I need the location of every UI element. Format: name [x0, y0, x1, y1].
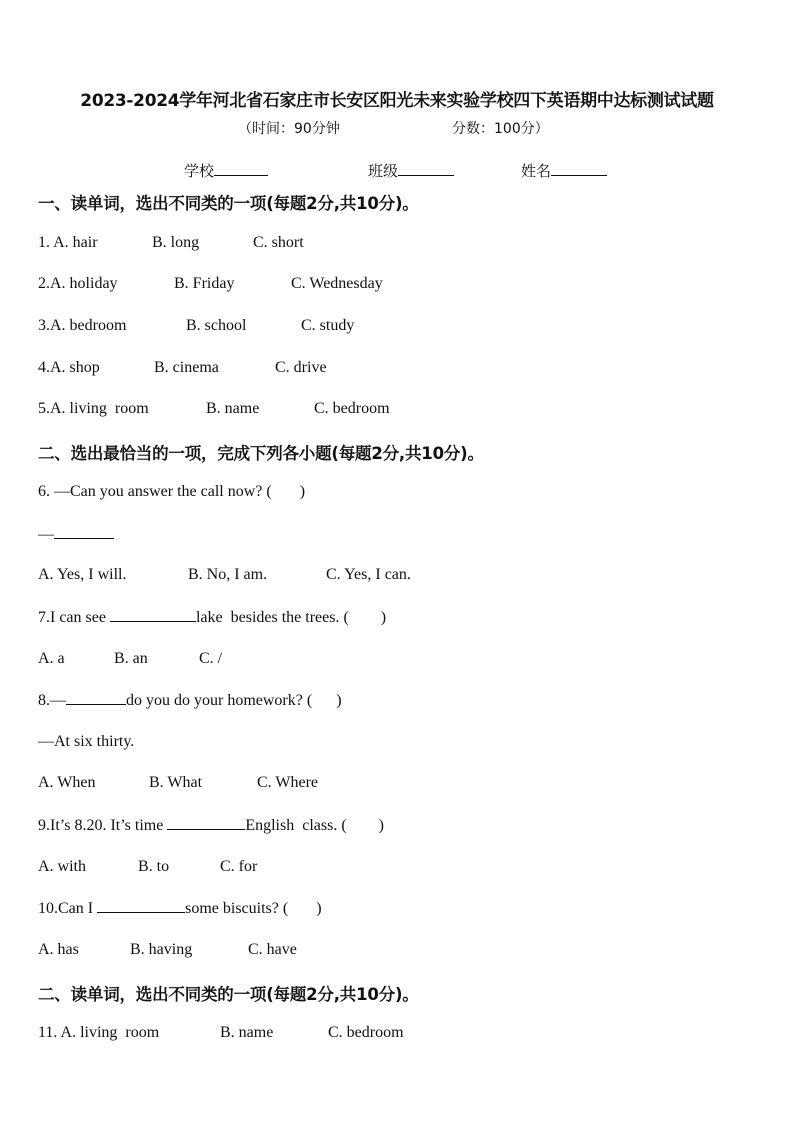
q4-option-a: 4.A. shop: [38, 359, 100, 376]
q1-option-b: B. long: [152, 234, 200, 251]
q1-option-c: C. short: [253, 234, 304, 251]
q7-stem-pre: 7.I can see: [38, 609, 110, 626]
q7-option-b: B. an: [114, 650, 148, 667]
q8-answer: —At six thirty.: [38, 733, 135, 750]
q9-stem-post: English class. ( ): [245, 817, 384, 834]
school-label: 学校: [184, 162, 215, 180]
q8-option-a: A. When: [38, 774, 96, 791]
q2-option-b: B. Friday: [174, 275, 235, 292]
q9-blank[interactable]: [167, 815, 245, 830]
class-field: [368, 160, 454, 181]
q6-option-b: B. No, I am.: [188, 566, 268, 583]
q9-option-a: A. with: [38, 858, 86, 875]
q5-option-c: C. bedroom: [314, 400, 390, 417]
q8-blank[interactable]: [66, 690, 126, 705]
q10-blank[interactable]: [97, 898, 185, 913]
q8-stem-pre: 8.—: [38, 692, 66, 709]
q10-stem-post: some biscuits? ( ): [185, 900, 322, 917]
name-label: 姓名: [521, 162, 552, 180]
q6-dash: —: [38, 526, 54, 543]
q10-stem-pre: 10.Can I: [38, 900, 98, 917]
q8-stem: [38, 690, 342, 711]
q6-stem: 6. —Can you answer the call now? ( ): [38, 483, 306, 500]
q8-option-b: B. What: [149, 774, 203, 791]
q10-option-c: C. have: [248, 941, 297, 958]
school-field: [184, 160, 268, 181]
q7-option-c: C. /: [199, 650, 223, 667]
name-field: [521, 160, 607, 181]
section-heading-3: 二、读单词，选出不同类的一项(每题2分,共10分)。: [38, 985, 419, 1004]
q1-option-a: 1. A. hair: [38, 234, 98, 251]
class-blank[interactable]: [398, 161, 454, 176]
q9-stem: [38, 815, 384, 836]
q7-stem-post: lake besides the trees. ( ): [195, 609, 387, 626]
q7-blank[interactable]: [110, 607, 196, 622]
exam-time: （时间：90分钟: [238, 121, 340, 137]
q9-option-c: C. for: [220, 858, 258, 875]
name-blank[interactable]: [551, 161, 607, 176]
q4-option-c: C. drive: [275, 359, 327, 376]
q9-option-b: B. to: [138, 858, 170, 875]
q9-stem-pre: 9.It’s 8.20. It’s time: [38, 817, 168, 834]
q11-option-c: C. bedroom: [328, 1024, 404, 1041]
page-title: 2023-2024学年河北省石家庄市长安区阳光未来实验学校四下英语期中达标测试试题: [80, 91, 714, 111]
q3-option-c: C. study: [301, 317, 355, 334]
section-heading-2: 二、选出最恰当的一项，完成下列各小题(每题2分,共10分)。: [38, 444, 484, 463]
q6-answer-line: [38, 524, 114, 545]
q5-option-b: B. name: [206, 400, 260, 417]
q7-stem: [38, 607, 386, 628]
q11-option-a: 11. A. living room: [38, 1024, 160, 1041]
q7-option-a: A. a: [38, 650, 65, 667]
class-label: 班级: [368, 162, 399, 180]
q6-option-c: C. Yes, I can.: [326, 566, 411, 583]
q11-option-b: B. name: [220, 1024, 274, 1041]
q2-option-a: 2.A. holiday: [38, 275, 118, 292]
q10-option-a: A. has: [38, 941, 79, 958]
q8-option-c: C. Where: [257, 774, 319, 791]
exam-score: 分数：100分）: [452, 121, 549, 137]
q2-option-c: C. Wednesday: [291, 275, 383, 292]
q6-blank[interactable]: [54, 524, 114, 539]
q6-option-a: A. Yes, I will.: [38, 566, 127, 583]
q3-option-a: 3.A. bedroom: [38, 317, 127, 334]
q3-option-b: B. school: [186, 317, 247, 334]
q5-option-a: 5.A. living room: [38, 400, 149, 417]
q8-stem-post: do you do your homework? ( ): [126, 692, 342, 709]
q10-option-b: B. having: [130, 941, 193, 958]
q10-stem: [38, 898, 322, 919]
school-blank[interactable]: [214, 161, 268, 176]
section-heading-1: 一、读单词，选出不同类的一项(每题2分,共10分)。: [38, 194, 419, 213]
q4-option-b: B. cinema: [154, 359, 219, 376]
